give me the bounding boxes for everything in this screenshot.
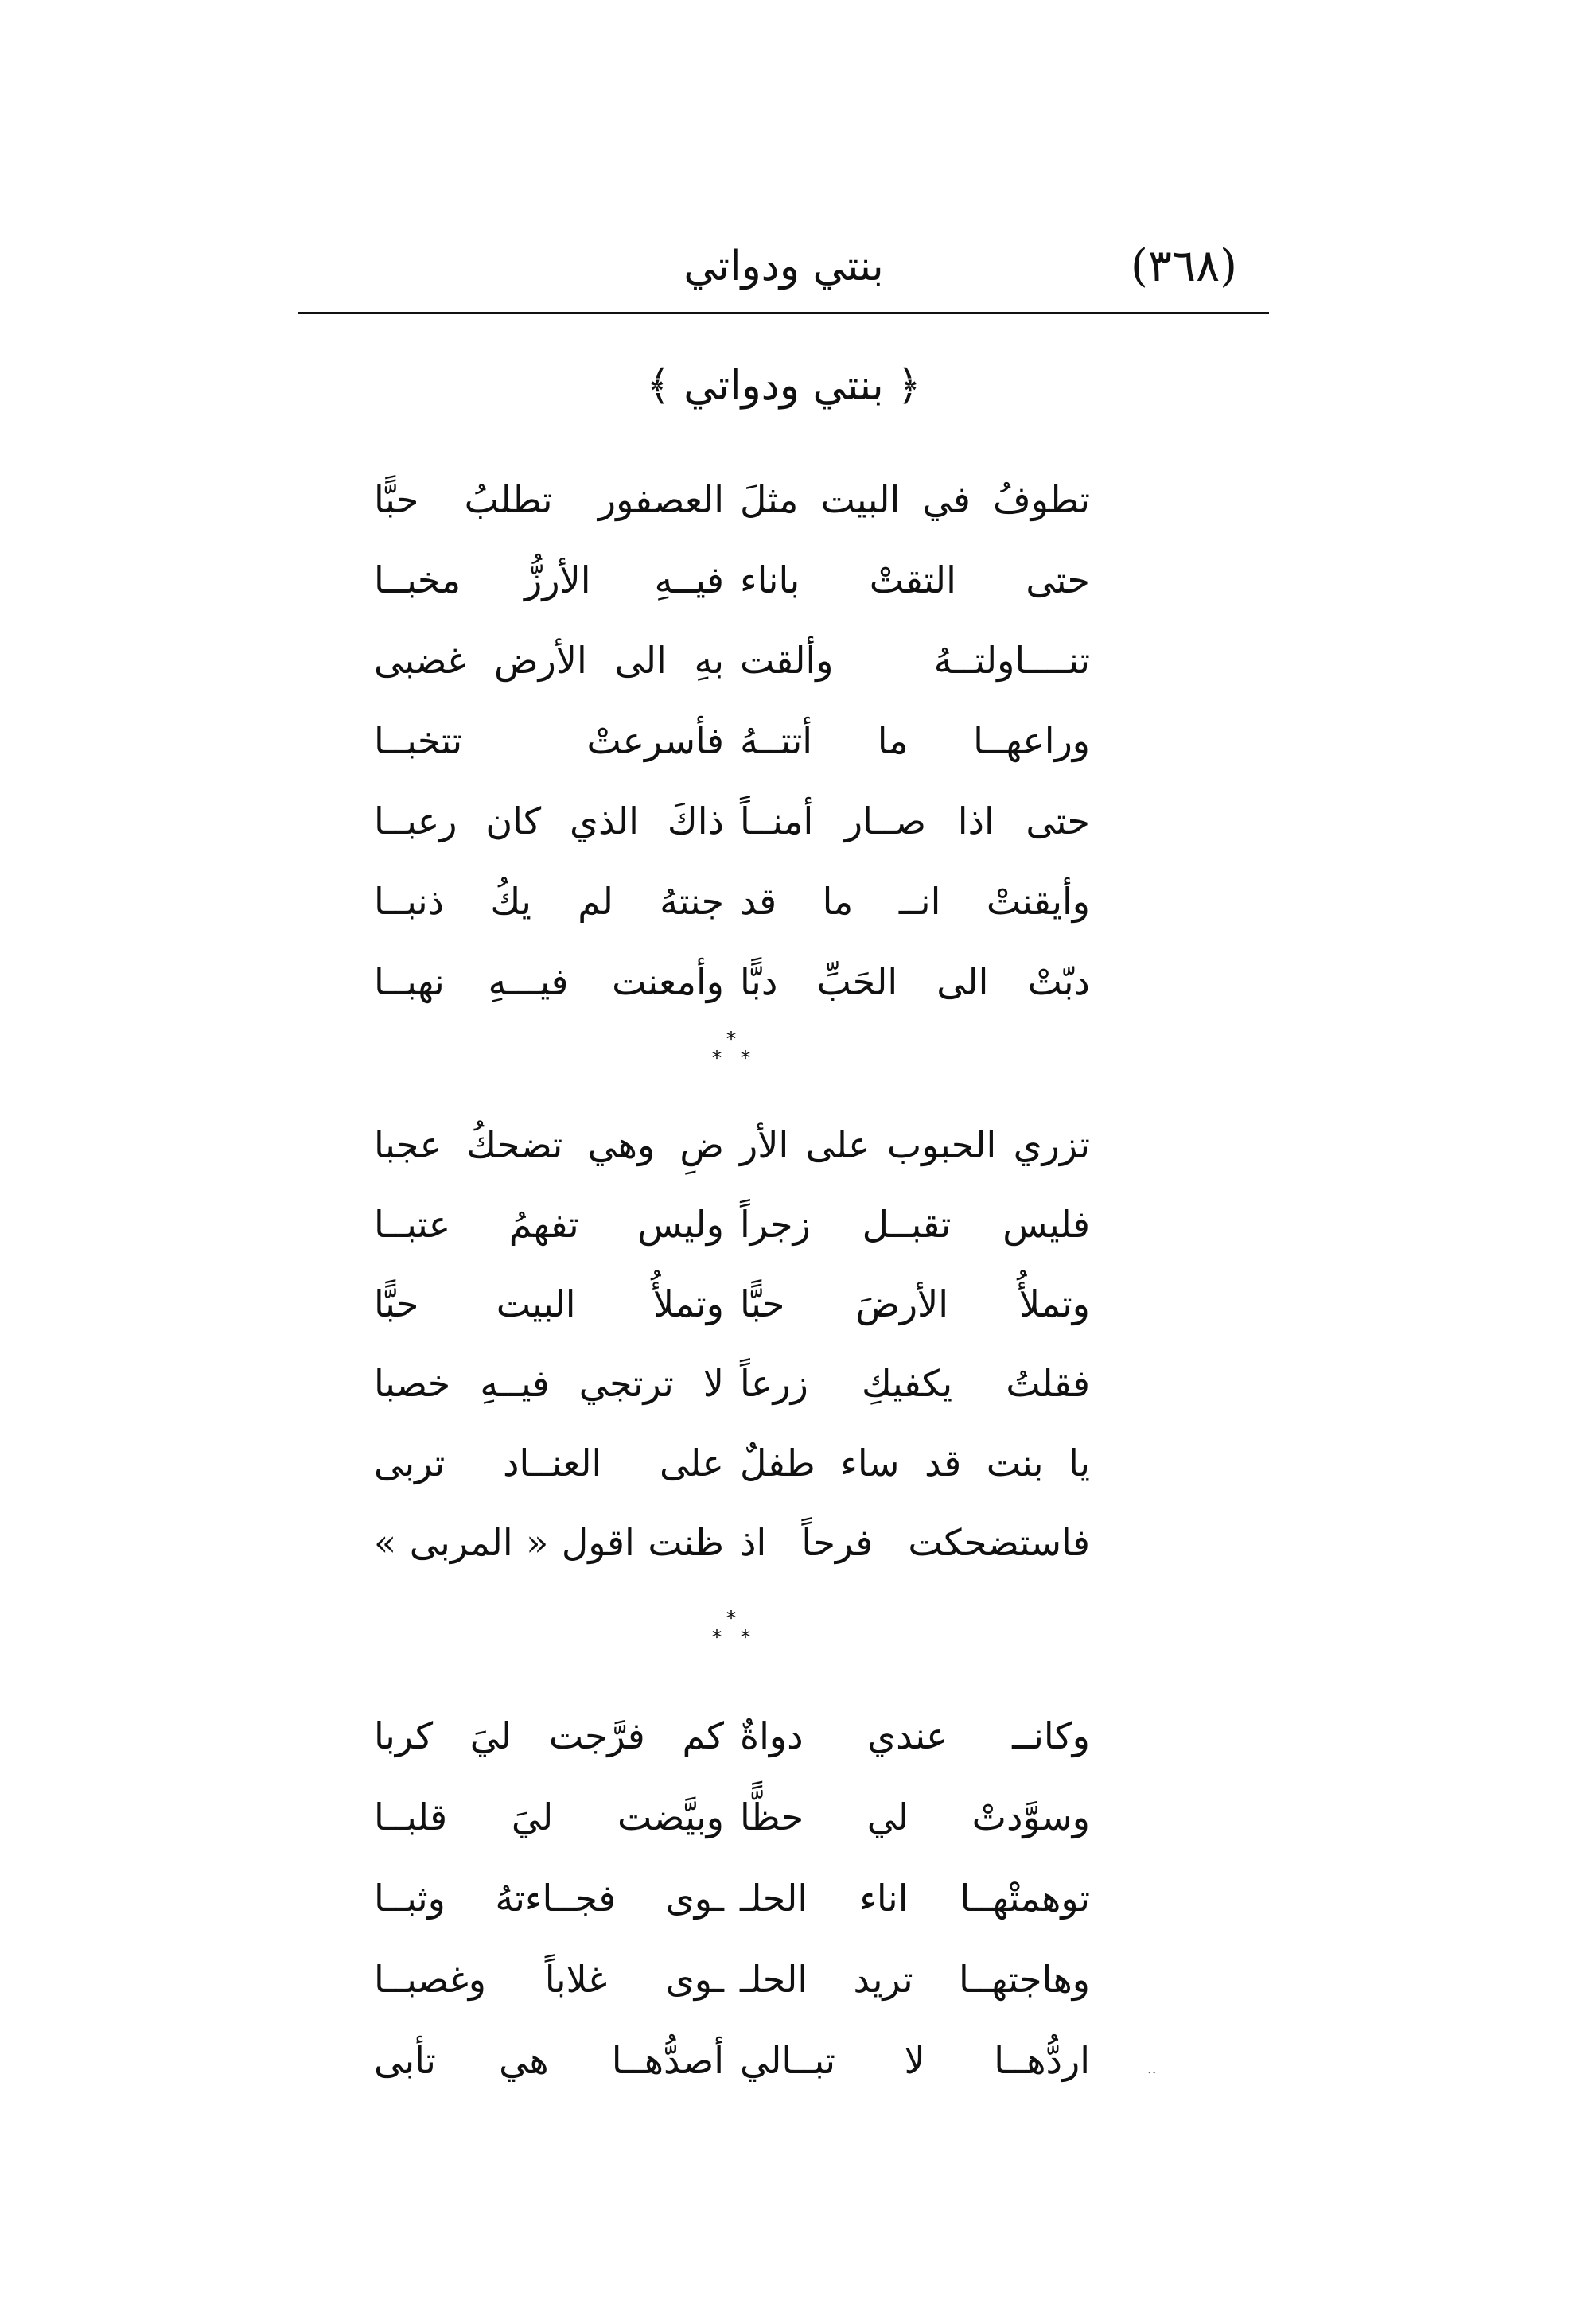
second-hemistich: أصدُّهــا هي تأبى — [374, 2039, 724, 2083]
stanza — [374, 1696, 1090, 2102]
verse-line — [374, 1940, 1090, 2021]
second-hemistich: العصفور تطلبُ حبًّا — [374, 477, 724, 521]
asterism-star: * — [741, 1626, 750, 1648]
verse-line — [374, 781, 1090, 862]
first-hemistich: وراعهــا ما أتتــهُ — [740, 718, 1090, 762]
second-hemistich: جنتهُ لم يكُ ذنبــا — [374, 879, 724, 923]
poem-title: ﴿ بنتي ودواتي ﴾ — [646, 362, 921, 410]
verse-line — [374, 621, 1090, 701]
first-hemistich: فقلتُ يكفيكِ زرعاً — [740, 1362, 1090, 1406]
section-asterism — [696, 1026, 776, 1074]
second-hemistich: وليس تفهمُ عتبــا — [374, 1203, 724, 1247]
verse-line — [374, 701, 1090, 781]
verse-line — [374, 1106, 1090, 1185]
page-number: (٣٦٨) — [1131, 240, 1237, 292]
first-hemistich: تزري الحبوب على الأر — [740, 1123, 1090, 1167]
second-hemistich: بهِ الى الأرض غضبى — [374, 638, 724, 682]
verse-line — [374, 1424, 1090, 1504]
second-hemistich: فيــهِ الأرزُّ مخبــا — [374, 558, 724, 601]
verse-line — [374, 540, 1090, 621]
first-hemistich: اردُّهــا لا تبــالي — [740, 2039, 1090, 2083]
first-hemistich: حتى اذا صــار أمنــاً — [740, 799, 1090, 842]
first-hemistich: وأيقنتْ انــ ما قد — [740, 879, 1090, 923]
stanza — [374, 1106, 1090, 1583]
second-hemistich: فأسرعتْ تتخبــا — [374, 718, 724, 762]
running-title: بنتي ودواتي — [683, 243, 884, 290]
verse-line — [374, 1185, 1090, 1265]
second-hemistich: ظنت اقول « المربى » — [374, 1521, 724, 1565]
verse-line — [374, 460, 1090, 540]
verse-line — [374, 1344, 1090, 1424]
second-hemistich: وأمعنت فيـــهِ نهبــا — [374, 959, 724, 1003]
margin-mark: .. — [1147, 2060, 1157, 2077]
verse-line — [374, 1504, 1090, 1583]
verse-line — [374, 2021, 1090, 2102]
running-header — [298, 232, 1269, 301]
verse-line — [374, 1696, 1090, 1777]
first-hemistich: فاستضحكت فرحاً اذ — [740, 1521, 1090, 1565]
second-hemistich: كم فرَّجت ليَ كربا — [374, 1714, 724, 1758]
second-hemistich: ـوى فجــاءتهُ وثبــا — [374, 1877, 724, 1920]
second-hemistich: وبيَّضت ليَ قلبــا — [374, 1796, 724, 1839]
verse-line — [374, 1777, 1090, 1858]
verse-line — [374, 942, 1090, 1022]
first-hemistich: توهمتْهــا اناء الحلـ — [740, 1877, 1090, 1920]
section-asterism — [696, 1605, 776, 1653]
verse-line — [374, 1265, 1090, 1344]
second-hemistich: لا ترتجي فيــهِ خصبا — [374, 1362, 724, 1406]
asterism-star: * — [726, 1607, 736, 1629]
second-hemistich: ضِ وهي تضحكُ عجبا — [374, 1123, 724, 1167]
asterism-star: * — [712, 1626, 722, 1648]
first-hemistich: تطوفُ في البيت مثلَ — [740, 477, 1090, 521]
first-hemistich: وكانــ عندي دواةٌ — [740, 1714, 1090, 1758]
asterism-star: * — [712, 1047, 722, 1069]
second-hemistich: ـوى غلاباً وغصبــا — [374, 1958, 724, 2002]
first-hemistich: دبّتْ الى الحَبِّ دبًّا — [740, 959, 1090, 1003]
first-hemistich: تنــــاولتــهُ وألقت — [740, 638, 1090, 682]
first-hemistich: وسوَّدتْ لي حظًّا — [740, 1796, 1090, 1839]
first-hemistich: وهاجتهــا تريد الحلـ — [740, 1958, 1090, 2002]
stanza — [374, 460, 1090, 1022]
asterism-star: * — [726, 1028, 736, 1050]
first-hemistich: وتملأُ الأرضَ حبًّا — [740, 1282, 1090, 1326]
first-hemistich: يا بنت قد ساء طفلٌ — [740, 1442, 1090, 1485]
header-rule — [298, 312, 1269, 314]
verse-line — [374, 1858, 1090, 1940]
verse-line — [374, 862, 1090, 942]
first-hemistich: حتى التقتْ باناء — [740, 558, 1090, 601]
first-hemistich: فليس تقبــل زجراً — [740, 1203, 1090, 1247]
second-hemistich: على العنــاد تربى — [374, 1442, 724, 1485]
second-hemistich: وتملأُ البيت حبًّا — [374, 1282, 724, 1326]
asterism-star: * — [741, 1047, 750, 1069]
second-hemistich: ذاكَ الذي كان رعبــا — [374, 799, 724, 842]
